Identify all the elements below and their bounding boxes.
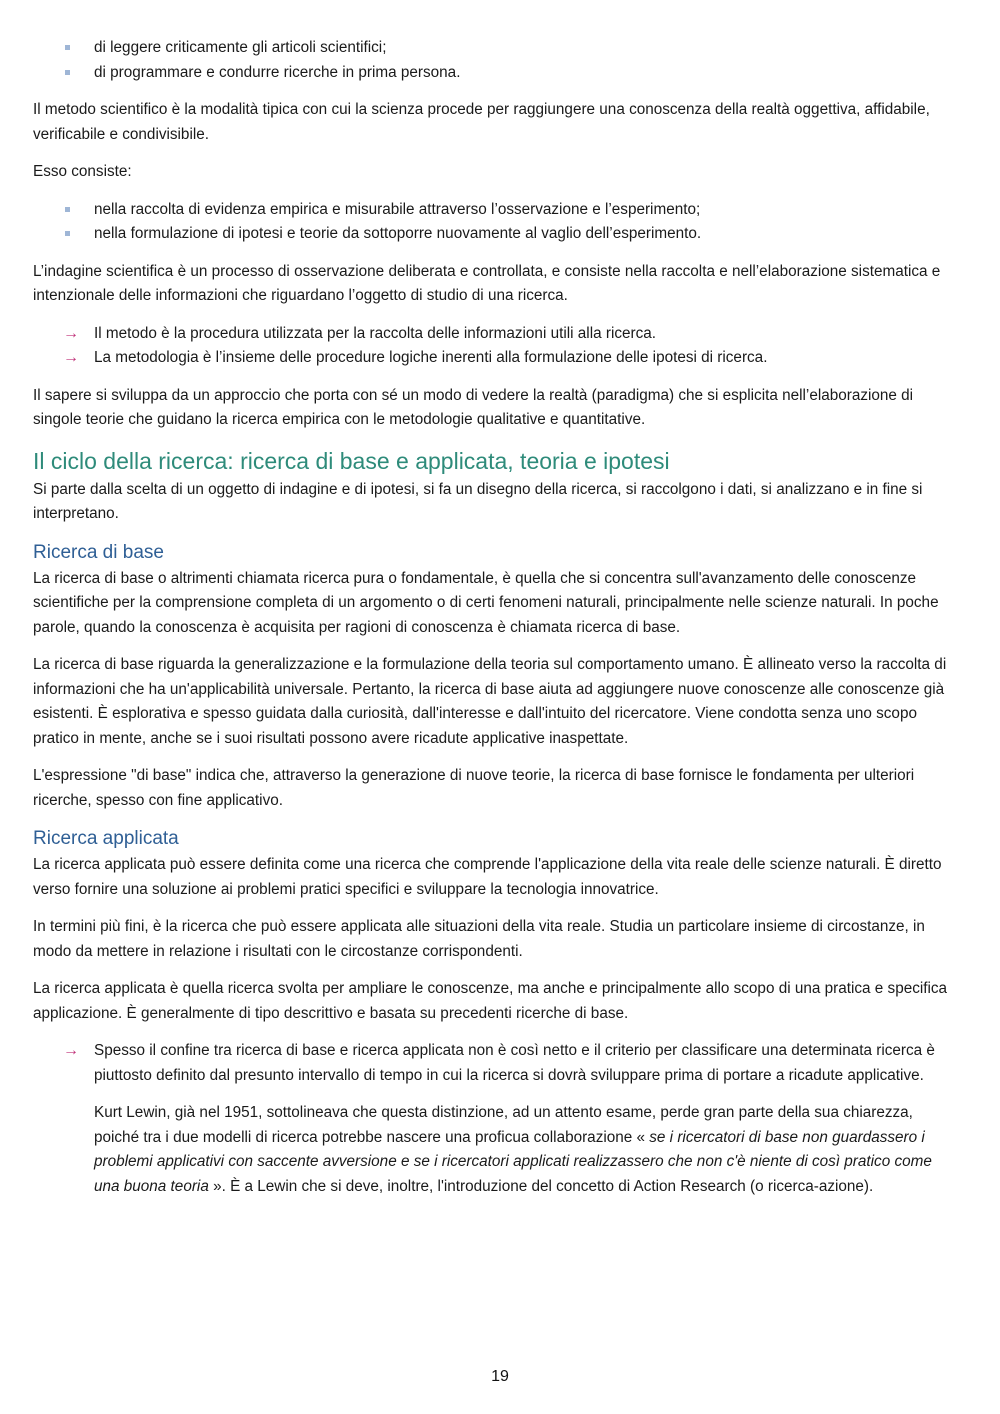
paragraph-esso: Esso consiste: — [33, 163, 132, 180]
list-item-text: La metodologia è l’insieme delle procedure logiche inerenti alla formulazione delle ipotesi di ricerca. — [94, 349, 768, 366]
paragraph-base-3: L'espressione "di base" indica che, attraverso la generazione di nuove teorie, la ricerca di base fornisce le fondamenta per ulteriori ricerche, spesso con fine applicativo. — [33, 767, 915, 809]
page-number: 19 — [491, 1368, 509, 1385]
lewin-text-after: ». È a Lewin che si deve, inoltre, l'introduzione del concetto di Action Research (o ricerca-azione). — [208, 1177, 874, 1195]
paragraph-ciclo: Si parte dalla scelta di un oggetto di indagine e di ipotesi, si fa un disegno della ricerca, si raccolgono i dati, si analizzano e in fine si interpretano. — [33, 480, 923, 522]
paragraph-sapere: Il sapere si sviluppa da un approccio che porta con sé un modo di vedere la realtà (paradigma) che si esplicita nell’elaborazione di singole teorie che guidano la ricerca empirica con le metodologie qualitative e quantitative. — [33, 386, 914, 428]
intro-bullet-list — [33, 36, 960, 85]
list-item — [33, 1039, 960, 1088]
subheading-ricerca-applicata: Ricerca applicata — [33, 828, 179, 849]
paragraph-lewin — [33, 1101, 960, 1199]
section-heading: Il ciclo della ricerca: ricerca di base e applicata, teoria e ipotesi — [33, 447, 670, 474]
lewin-quote: se i ricercatori di base non guardassero i problemi applicativi con saccente avversione e se i ricercatori applicati realizzassero che non c'è niente di così pratico come una buona teoria — [94, 1128, 932, 1195]
list-item — [33, 346, 960, 371]
arrow-right-icon: → — [63, 1042, 79, 1059]
list-item-text: Spesso il confine tra ricerca di base e ricerca applicata non è così netto e il criterio per classificare una determinata ricerca è piuttosto definito dal presunto intervallo di tempo in cui la ricerca si dovrà sviluppare prima di portare a ricadute applicative. — [94, 1042, 935, 1084]
arrow-list-confine — [33, 1039, 960, 1088]
list-item: nella formulazione di ipotesi e teorie da sottoporre nuovamente al vaglio dell’esperimento. — [33, 222, 960, 247]
paragraph-applicata-3: La ricerca applicata è quella ricerca svolta per ampliare le conoscenze, ma anche e principalmente allo scopo di una pratica e specifica applicazione. È generalmente di tipo descrittivo e basata su precedenti ricerche di base. — [33, 980, 948, 1022]
arrow-right-icon: → — [63, 324, 79, 342]
esso-bullet-list — [33, 198, 960, 247]
subheading-ricerca-di-base: Ricerca di base — [33, 541, 164, 563]
paragraph-base-2: La ricerca di base riguarda la generalizzazione e la formulazione della teoria sul comportamento umano. È allineato verso la raccolta di informazioni che ha un'applicabilità universale. Pertanto, la ricerca di base aiuta ad aggiungere nuove conoscenze alle conoscenze già esistenti. È esplorativa e spesso guidata dalla curiosità, dall'interesse e dall'intuito del ricercatore. Viene condotta senza uno scopo pratico in mente, anche se i suoi risultati possono avere ricadute applicative inaspettate. — [33, 656, 947, 747]
list-item: di leggere criticamente gli articoli scientifici; — [33, 36, 960, 61]
paragraph-metodo: Il metodo scientifico è la modalità tipica con cui la scienza procede per raggiungere una conoscenza della realtà oggettiva, affidabile, verificabile e condivisibile. — [33, 101, 930, 143]
list-item — [33, 322, 960, 347]
list-item-text: Il metodo è la procedura utilizzata per la raccolta delle informazioni utili alla ricerca. — [94, 324, 657, 342]
paragraph-applicata-1: La ricerca applicata può essere definita come una ricerca che comprende l'applicazione della vita reale delle scienze naturali. È diretto verso fornire una soluzione ai problemi pratici specifici e sviluppare la tecnologia innovatrice. — [33, 856, 942, 898]
arrow-list-metodo — [33, 322, 960, 371]
paragraph-base-1: La ricerca di base o altrimenti chiamata ricerca pura o fondamentale, è quella che si concentra sull'avanzamento delle conoscenze scientifiche per la comprensione completa di un argomento o di certi fenomeni naturali, principalmente nelle scienze naturali. In poche parole, quando la conoscenza è acquisita per ragioni di conoscenza è chiamata ricerca di base. — [33, 569, 939, 636]
arrow-right-icon: → — [63, 349, 79, 366]
paragraph-applicata-2: In termini più fini, è la ricerca che può essere applicata alle situazioni della vita reale. Studia un particolare insieme di circostanze, in modo da mettere in relazione i risultati con le circostanze corrispondenti. — [33, 918, 925, 960]
paragraph-indagine: L’indagine scientifica è un processo di osservazione deliberata e controllata, e consiste nella raccolta e nell’elaborazione sistematica e intenzionale delle informazioni che riguardano l’oggetto di studio di una ricerca. — [33, 262, 941, 304]
list-item: di programmare e condurre ricerche in prima persona. — [33, 61, 960, 86]
lewin-text-before: Kurt Lewin, già nel 1951, sottolineava che questa distinzione, ad un attento esame, perde gran parte della sua chiarezza, poiché tra i due modelli di ricerca potrebbe nascere una proficua collaborazione « — [94, 1104, 913, 1146]
list-item: nella raccolta di evidenza empirica e misurabile attraverso l’osservazione e l’esperimento; — [33, 198, 960, 223]
